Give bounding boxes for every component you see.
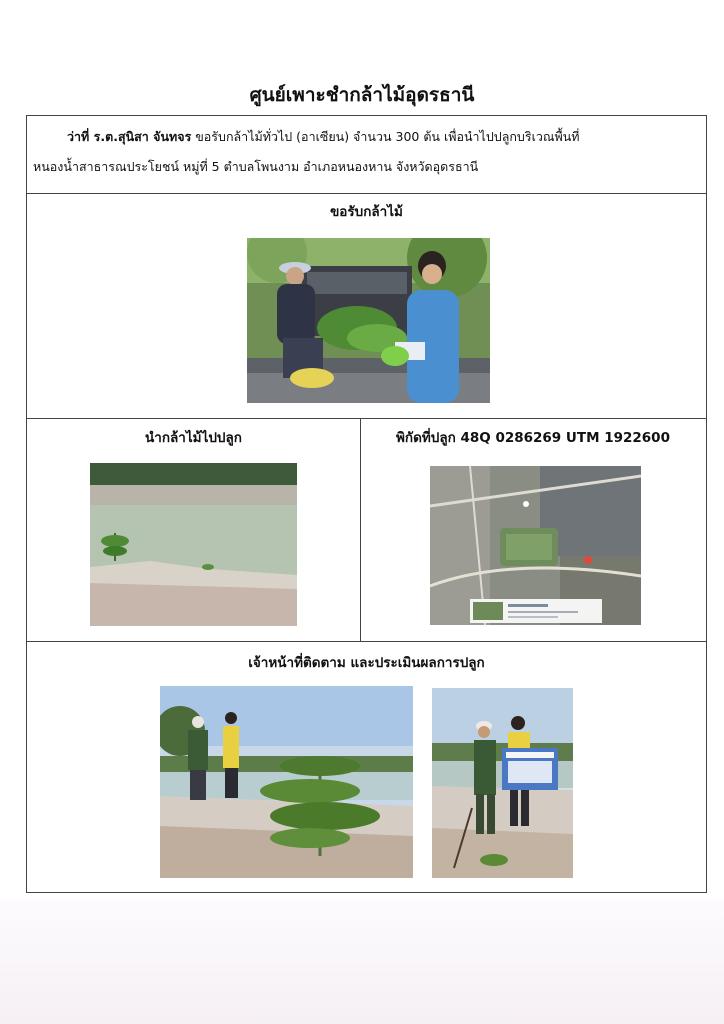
page-bottom-tint	[0, 900, 724, 1024]
row-divider-2	[27, 418, 706, 419]
section-title-coordinates: พิกัดที่ปลูก 48Q 0286269 UTM 1922600	[396, 430, 670, 446]
section-title-monitoring: เจ้าหน้าที่ติดตาม และประเมินผลการปลูก	[248, 655, 485, 671]
row-divider-1	[27, 193, 706, 194]
section-title-receive: ขอรับกล้าไม้	[330, 204, 403, 220]
row-divider-3	[27, 641, 706, 642]
requester-name: ว่าที่ ร.ต.สุนิสา จันทจร	[67, 129, 192, 144]
request-details: ขอรับกล้าไม้ทั่วไป (อาเซียน) จำนวน 300 ต้น เพื่อนำไปปลูกบริเวณพื้นที่	[191, 129, 580, 144]
section-title-planting: นำกล้าไม้ไปปลูก	[145, 430, 242, 446]
page-title: ศูนย์เพาะชำกล้าไม้อุดรธานี	[249, 84, 475, 106]
photo-officers-with-sign	[432, 688, 573, 878]
report-table	[26, 115, 707, 893]
intro-line-2: หนองน้ำสาธารณประโยชน์ หมู่ที่ 5 ตำบลโพนงาม อำเภอหนองหาน จังหวัดอุดรธานี	[33, 159, 479, 174]
column-divider	[360, 418, 361, 641]
intro-line-1	[33, 122, 699, 152]
satellite-map-image	[430, 466, 641, 625]
photo-planted-seedling	[90, 463, 297, 626]
photo-officers-inspecting	[160, 686, 413, 878]
photo-receiving-seedlings	[247, 238, 490, 403]
intro-paragraph	[33, 122, 699, 182]
